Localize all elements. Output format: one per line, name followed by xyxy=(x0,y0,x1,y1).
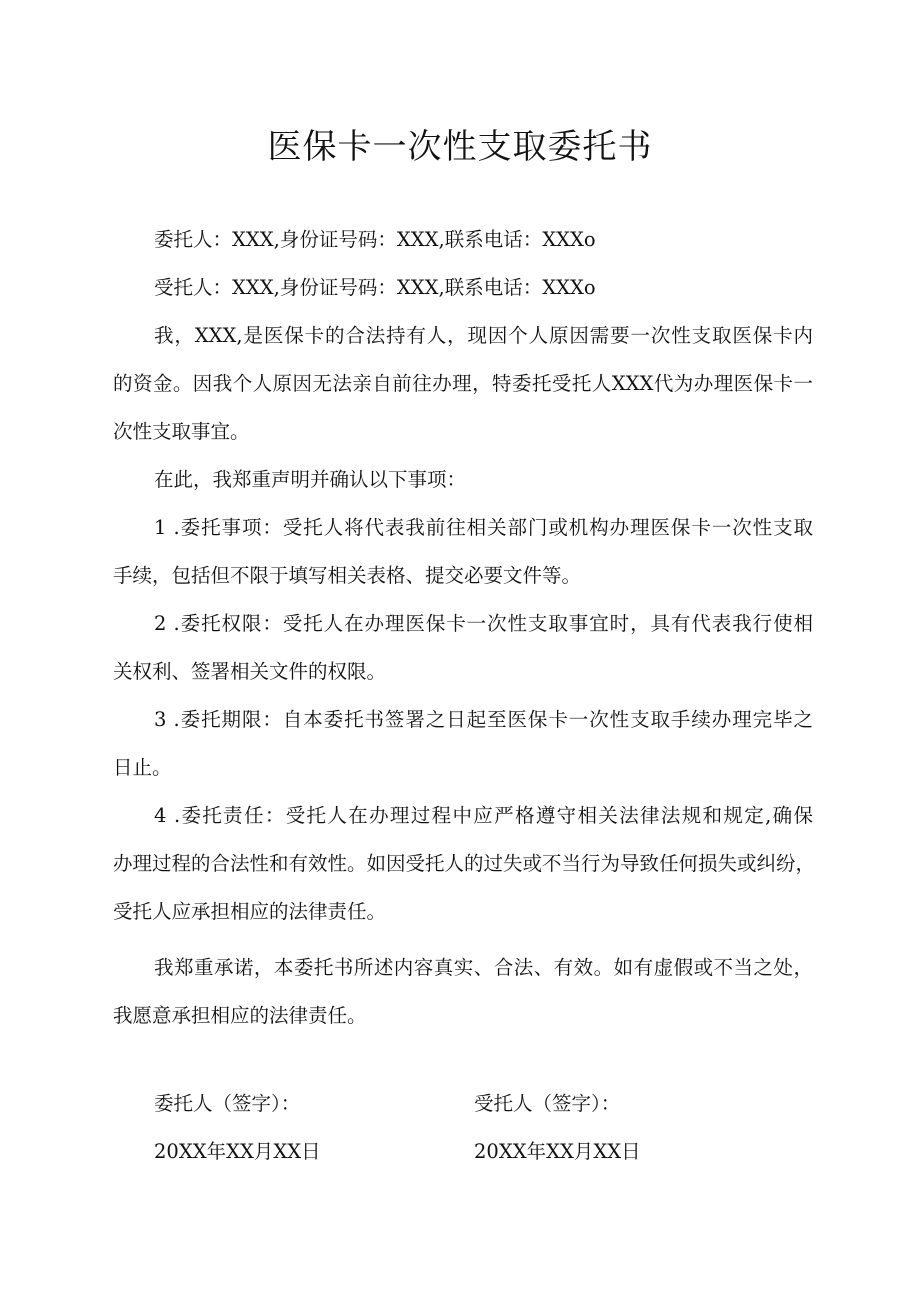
paragraph1-line2: 的资金。因我个人原因无法亲自前往办理，特委托受托人XXX代为办理医保卡一 xyxy=(113,372,813,395)
item4-line1: 4 .委托责任：受托人在办理过程中应严格遵守相关法律法规和规定,确保 xyxy=(154,804,813,827)
item3-line2: 日止。 xyxy=(113,756,172,779)
item4-line3: 受托人应承担相应的法律责任。 xyxy=(113,900,387,923)
item3-line1: 3 .委托期限：自本委托书签署之日起至医保卡一次性支取手续办理完毕之 xyxy=(154,708,813,731)
principal-signature-date: 20XX年XX月XX日 xyxy=(154,1140,321,1163)
principal-info: 委托人：XXX,身份证号码：XXX,联系电话：XXXo xyxy=(154,228,596,251)
item2-line2: 关权利、签署相关文件的权限。 xyxy=(113,660,387,683)
paragraph1-line1: 我，XXX,是医保卡的合法持有人，现因个人原因需要一次性支取医保卡内 xyxy=(154,324,813,347)
agent-signature-label: 受托人（签字）： xyxy=(474,1092,621,1115)
paragraph1-line3: 次性支取事宜。 xyxy=(113,420,250,443)
document-title: 医保卡一次性支取委托书 xyxy=(267,127,653,167)
item1-line1: 1 .委托事项：受托人将代表我前往相关部门或机构办理医保卡一次性支取 xyxy=(154,516,813,539)
item4-line2: 办理过程的合法性和有效性。如因受托人的过失或不当行为导致任何损失或纠纷， xyxy=(113,852,816,875)
agent-info: 受托人：XXX,身份证号码：XXX,联系电话：XXXo xyxy=(154,276,596,299)
commitment-line2: 我愿意承担相应的法律责任。 xyxy=(113,1004,367,1027)
declaration-intro: 在此，我郑重声明并确认以下事项： xyxy=(154,468,467,491)
item2-line1: 2 .委托权限：受托人在办理医保卡一次性支取事宜时，具有代表我行使相 xyxy=(154,612,813,635)
agent-signature-date: 20XX年XX月XX日 xyxy=(474,1140,641,1163)
item1-line2: 手续，包括但不限于填写相关表格、提交必要文件等。 xyxy=(113,564,582,587)
commitment-line1: 我郑重承诺，本委托书所述内容真实、合法、有效。如有虚假或不当之处， xyxy=(154,956,813,979)
principal-signature-label: 委托人（签字）： xyxy=(154,1092,301,1115)
